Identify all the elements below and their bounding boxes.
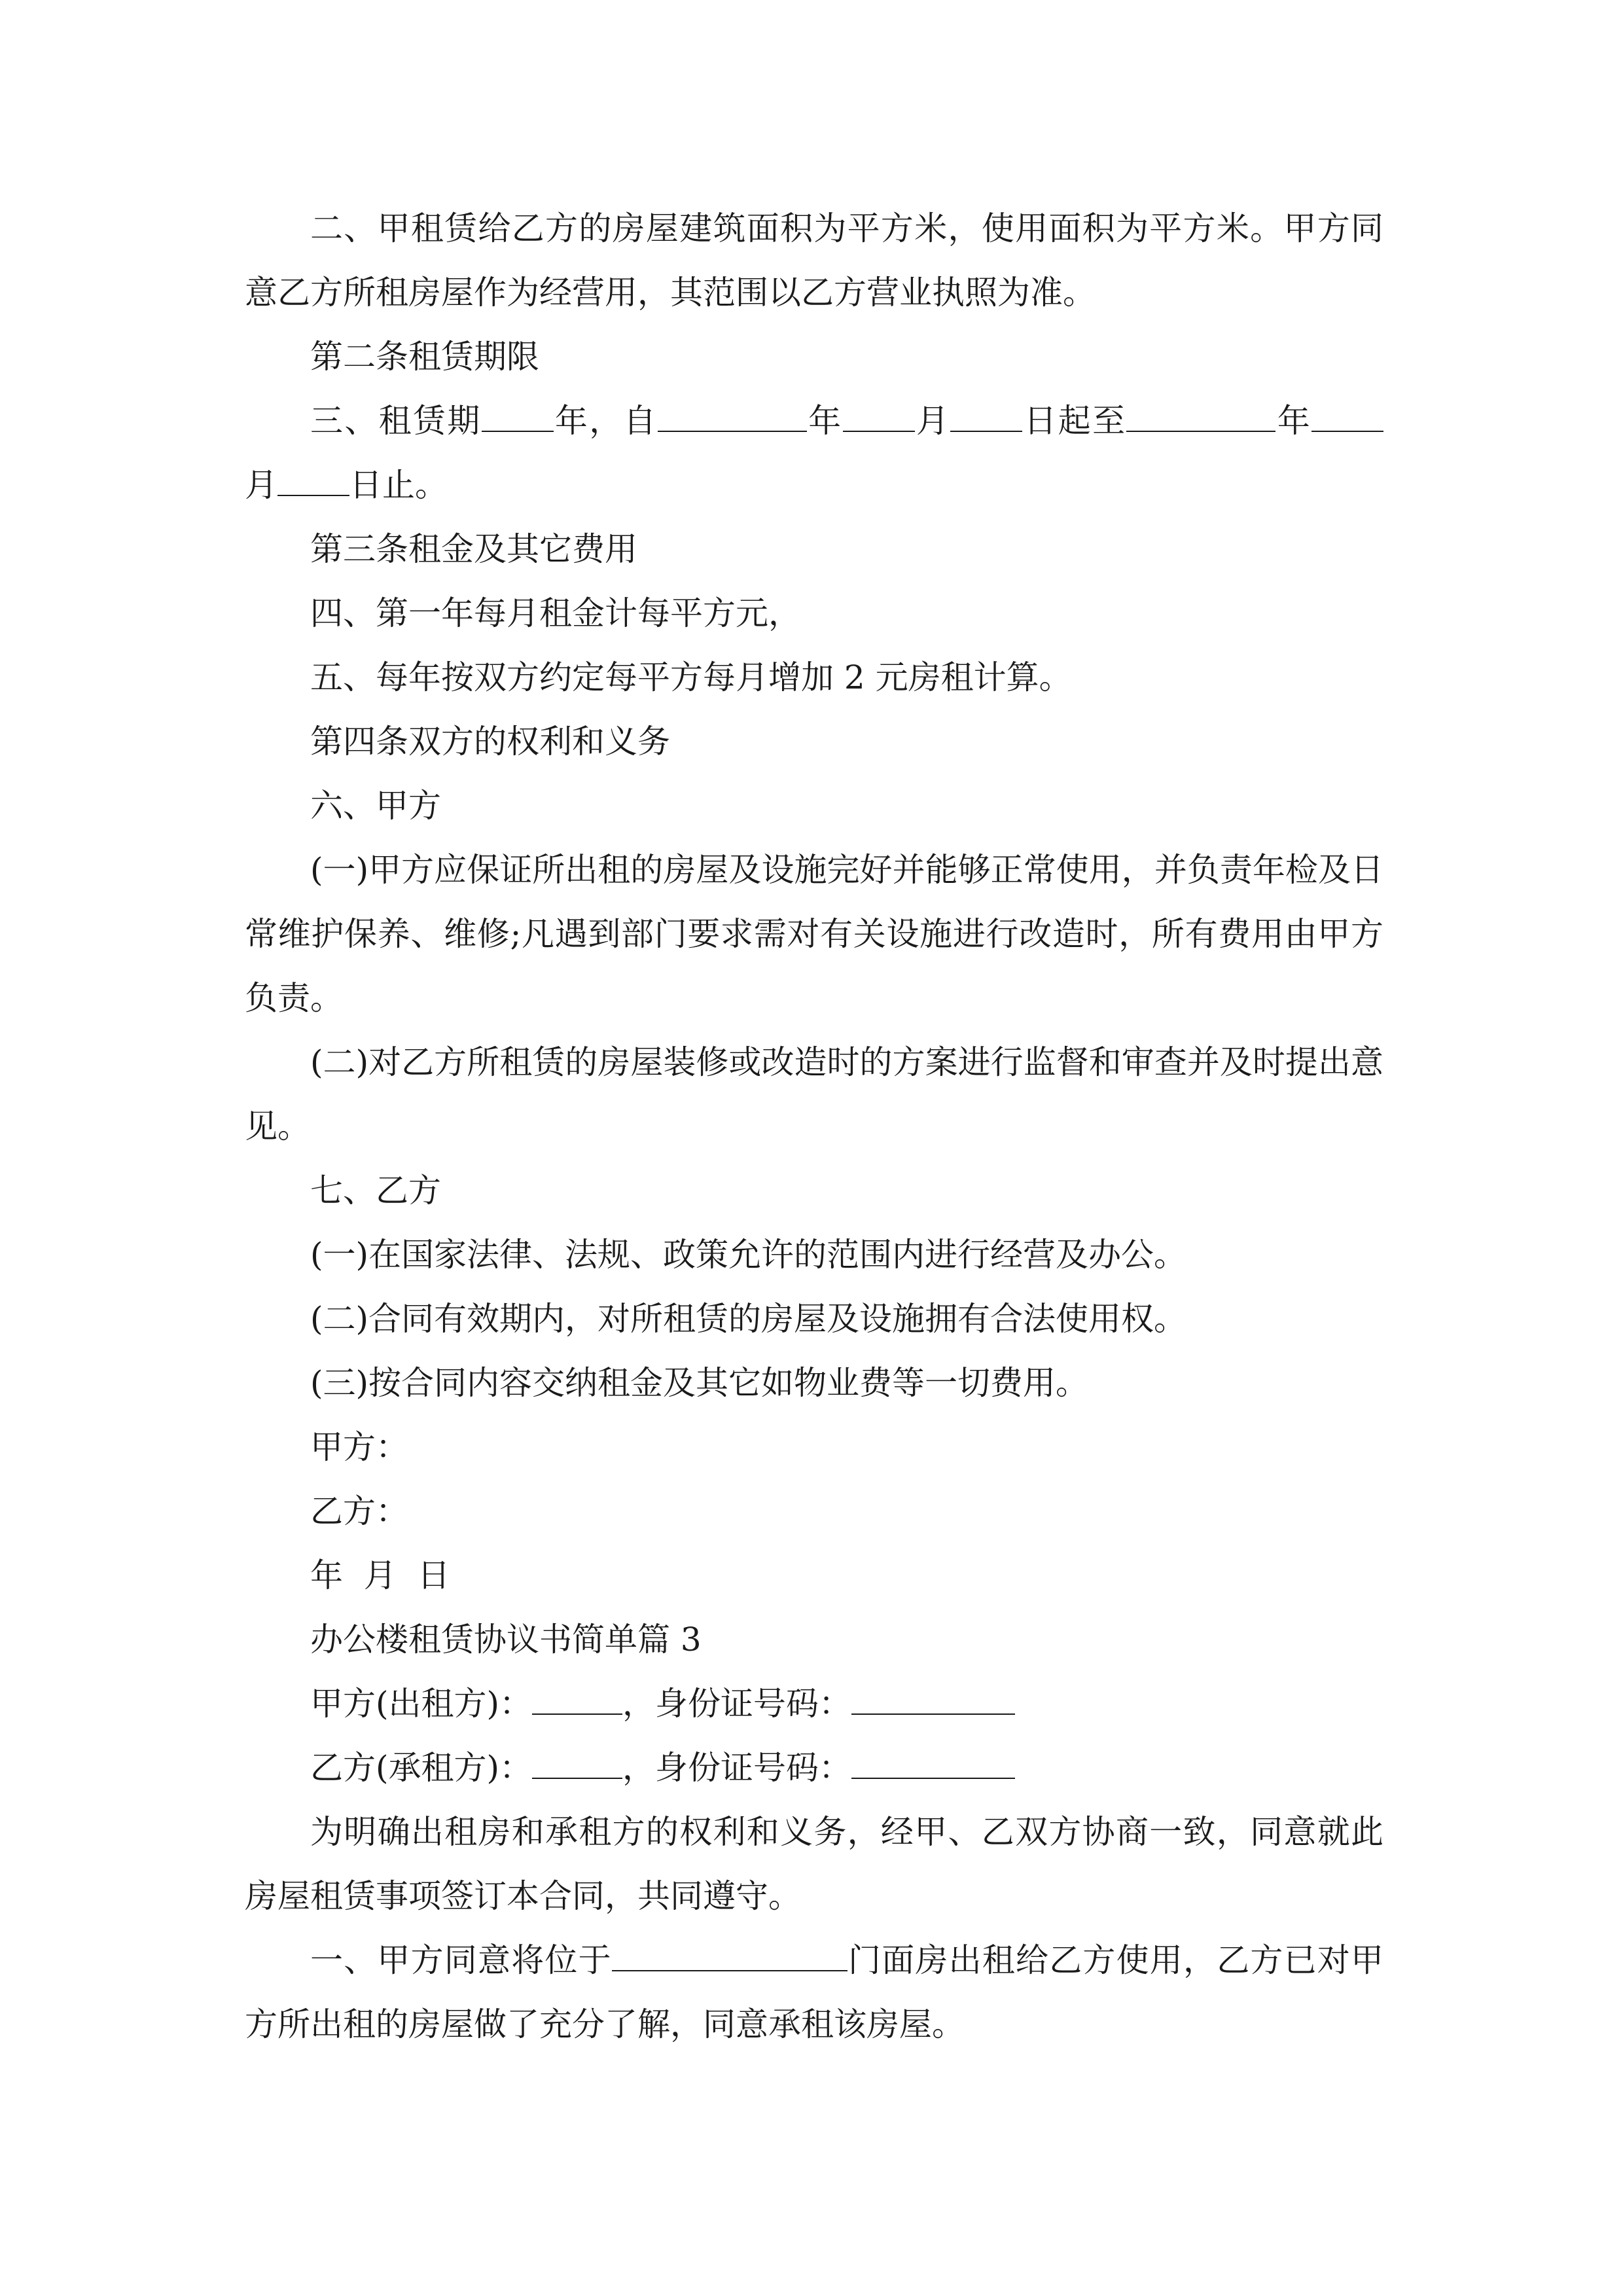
- text-segment: 年，自: [553, 402, 658, 440]
- signature-party-a: 甲方：: [310, 1428, 408, 1466]
- party-b-right-1: (一)在国家法律、法规、政策允许的范围内进行经营及办公。: [310, 1236, 1187, 1274]
- party-b-right-3: (三)按合同内容交纳租金及其它如物业费等一切费用。: [310, 1364, 1089, 1402]
- section-title: 办公楼租赁协议书简单篇 3: [310, 1621, 702, 1659]
- preamble: 为明确出租房和承租方的权利和义务，经甲、乙双方协商一致，同意就此房屋租赁事项签订本合同，共同遵守。: [245, 1813, 1383, 1915]
- blank-location: [612, 1941, 847, 1971]
- text-segment: 日止。: [349, 466, 448, 504]
- blank-lessee-name: [532, 1749, 622, 1779]
- blank-start-year: [658, 402, 807, 432]
- blank-end-year: [1126, 402, 1275, 432]
- blank-start-month: [843, 402, 915, 432]
- clause-7-party-b: 七、乙方: [310, 1172, 441, 1210]
- text-segment: 日起至: [1022, 402, 1127, 440]
- signature-party-b: 乙方：: [310, 1492, 408, 1530]
- text-segment: 月: [914, 402, 951, 440]
- document-body: [245, 196, 1383, 2056]
- signature-date: 年 月 日: [310, 1556, 450, 1594]
- blank-end-month: [1311, 402, 1383, 432]
- party-b-right-2: (二)合同有效期内，对所租赁的房屋及设施拥有合法使用权。: [310, 1300, 1187, 1338]
- text-segment: 年: [1275, 402, 1312, 440]
- text-segment: 三、租赁期: [310, 402, 482, 440]
- blank-years: [482, 402, 554, 432]
- party-a-duty-2: (二)对乙方所租赁的房屋装修或改造时的方案进行监督和审查并及时提出意见。: [245, 1043, 1383, 1145]
- blank-lessor-name: [532, 1685, 622, 1715]
- text-segment: ，身份证号码：: [622, 1685, 852, 1723]
- text-segment: 月: [245, 466, 277, 504]
- text-segment: 乙方(承租方)：: [310, 1749, 533, 1787]
- lessor-line: [245, 1672, 1383, 1736]
- clause-2-area: 二、甲租赁给乙方的房屋建筑面积为平方米，使用面积为平方米。甲方同意乙方所租房屋作为经营用，其范围以乙方营业执照为准。: [245, 209, 1383, 312]
- clause-6-party-a: 六、甲方: [310, 787, 441, 825]
- blank-lessor-id: [851, 1685, 1015, 1715]
- heading-rent-fees: 第三条租金及其它费用: [310, 530, 637, 568]
- clause-1-premises: [245, 1928, 1383, 2056]
- clause-4-rent: 四、第一年每月租金计每平方元，: [310, 594, 801, 632]
- clause-3-lease-period: [245, 389, 1383, 517]
- blank-start-day: [950, 402, 1022, 432]
- text-segment: 年: [806, 402, 843, 440]
- party-a-duty-1: (一)甲方应保证所出租的房屋及设施完好并能够正常使用，并负责年检及日常维护保养、维修;凡遇到部门要求需对有关设施进行改造时，所有费用由甲方负责。: [245, 851, 1383, 1017]
- blank-end-day: [277, 466, 349, 496]
- text-segment: ，身份证号码：: [622, 1749, 852, 1787]
- heading-lease-term: 第二条租赁期限: [310, 338, 539, 376]
- text-segment: 一、甲方同意将位于: [310, 1941, 612, 1979]
- heading-rights-obligations: 第四条双方的权利和义务: [310, 723, 670, 761]
- text-segment: 门面房出租给乙方使用，乙方已对甲方所出租的房屋做了充分了解，同意承租该房屋。: [245, 1941, 1384, 2043]
- lessee-line: [245, 1736, 1383, 1800]
- clause-5-increase: 五、每年按双方约定每平方每月增加 2 元房租计算。: [310, 658, 1072, 696]
- text-segment: 甲方(出租方)：: [310, 1685, 533, 1723]
- blank-lessee-id: [851, 1749, 1015, 1779]
